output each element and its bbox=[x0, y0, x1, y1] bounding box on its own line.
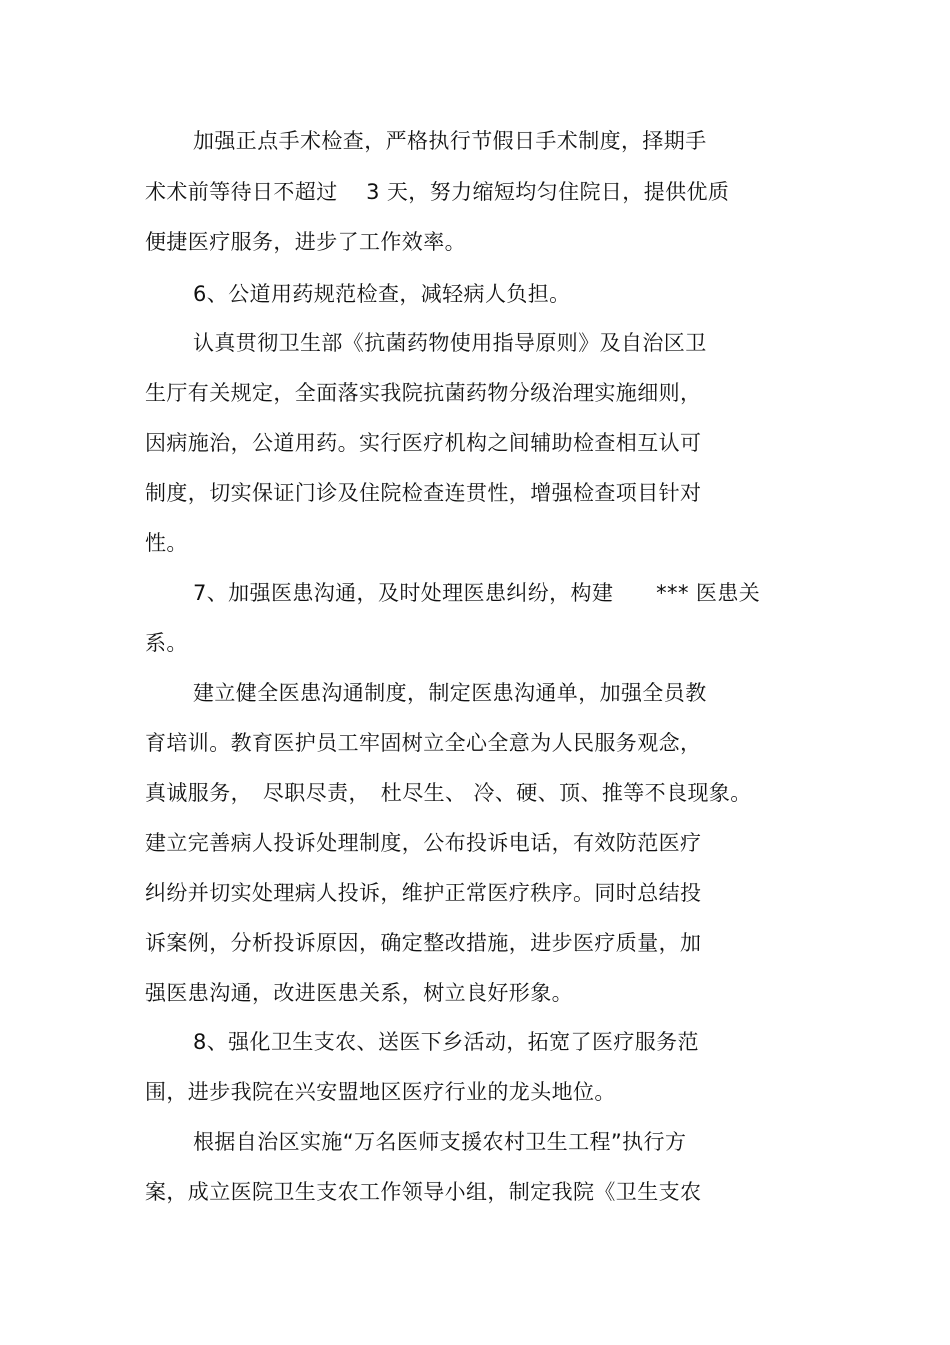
text-line-20: 围，进步我院在兴安盟地区医疗行业的龙头地位。 bbox=[145, 1080, 616, 1104]
text-line-21: 根据自治区实施“万名医师支援农村卫生工程”执行方 bbox=[193, 1130, 687, 1154]
text-line-3: 便捷医疗服务，进步了工作效率。 bbox=[145, 230, 466, 254]
text-line-7: 因病施治，公道用药。实行医疗机构之间辅助检查相互认可 bbox=[145, 431, 702, 455]
text-line-8: 制度，切实保证门诊及住院检查连贯性，增强检查项目针对 bbox=[145, 481, 702, 505]
text-line-12: 建立健全医患沟通制度，制定医患沟通单，加强全员教 bbox=[193, 681, 707, 705]
text-line-9: 性。 bbox=[145, 531, 188, 555]
text-line-22: 案，成立医院卫生支农工作领导小组，制定我院《卫生支农 bbox=[145, 1180, 702, 1204]
text-line-19: 8、强化卫生支农、送医下乡活动，拓宽了医疗服务范 bbox=[193, 1030, 699, 1054]
text-line-4: 6、公道用药规范检查，减轻病人负担。 bbox=[193, 282, 571, 306]
text-line-11: 系。 bbox=[145, 631, 188, 655]
text-line-18: 强医患沟通，改进医患关系，树立良好形象。 bbox=[145, 981, 573, 1005]
text-line-15: 建立完善病人投诉处理制度，公布投诉电话，有效防范医疗 bbox=[145, 831, 702, 855]
text-line-5: 认真贯彻卫生部《抗菌药物使用指导原则》及自治区卫 bbox=[193, 331, 707, 355]
text-line-13: 育培训。教育医护员工牢固树立全心全意为人民服务观念， bbox=[145, 731, 702, 755]
text-line-2: 术术前等待日不超过 3 天，努力缩短均匀住院日，提供优质 bbox=[145, 180, 730, 204]
text-line-10: 7、加强医患沟通，及时处理医患纠纷，构建 *** 医患关 bbox=[193, 581, 761, 605]
text-line-14: 真诚服务， 尽职尽责， 杜尽生、 冷、硬、顶、推等不良现象。 bbox=[145, 781, 752, 805]
text-line-1: 加强正点手术检查，严格执行节假日手术制度，择期手 bbox=[193, 129, 707, 153]
text-line-17: 诉案例，分析投诉原因，确定整改措施，进步医疗质量，加 bbox=[145, 931, 702, 955]
text-line-16: 纠纷并切实处理病人投诉，维护正常医疗秩序。同时总结投 bbox=[145, 881, 702, 905]
text-line-6: 生厅有关规定，全面落实我院抗菌药物分级治理实施细则， bbox=[145, 381, 702, 405]
